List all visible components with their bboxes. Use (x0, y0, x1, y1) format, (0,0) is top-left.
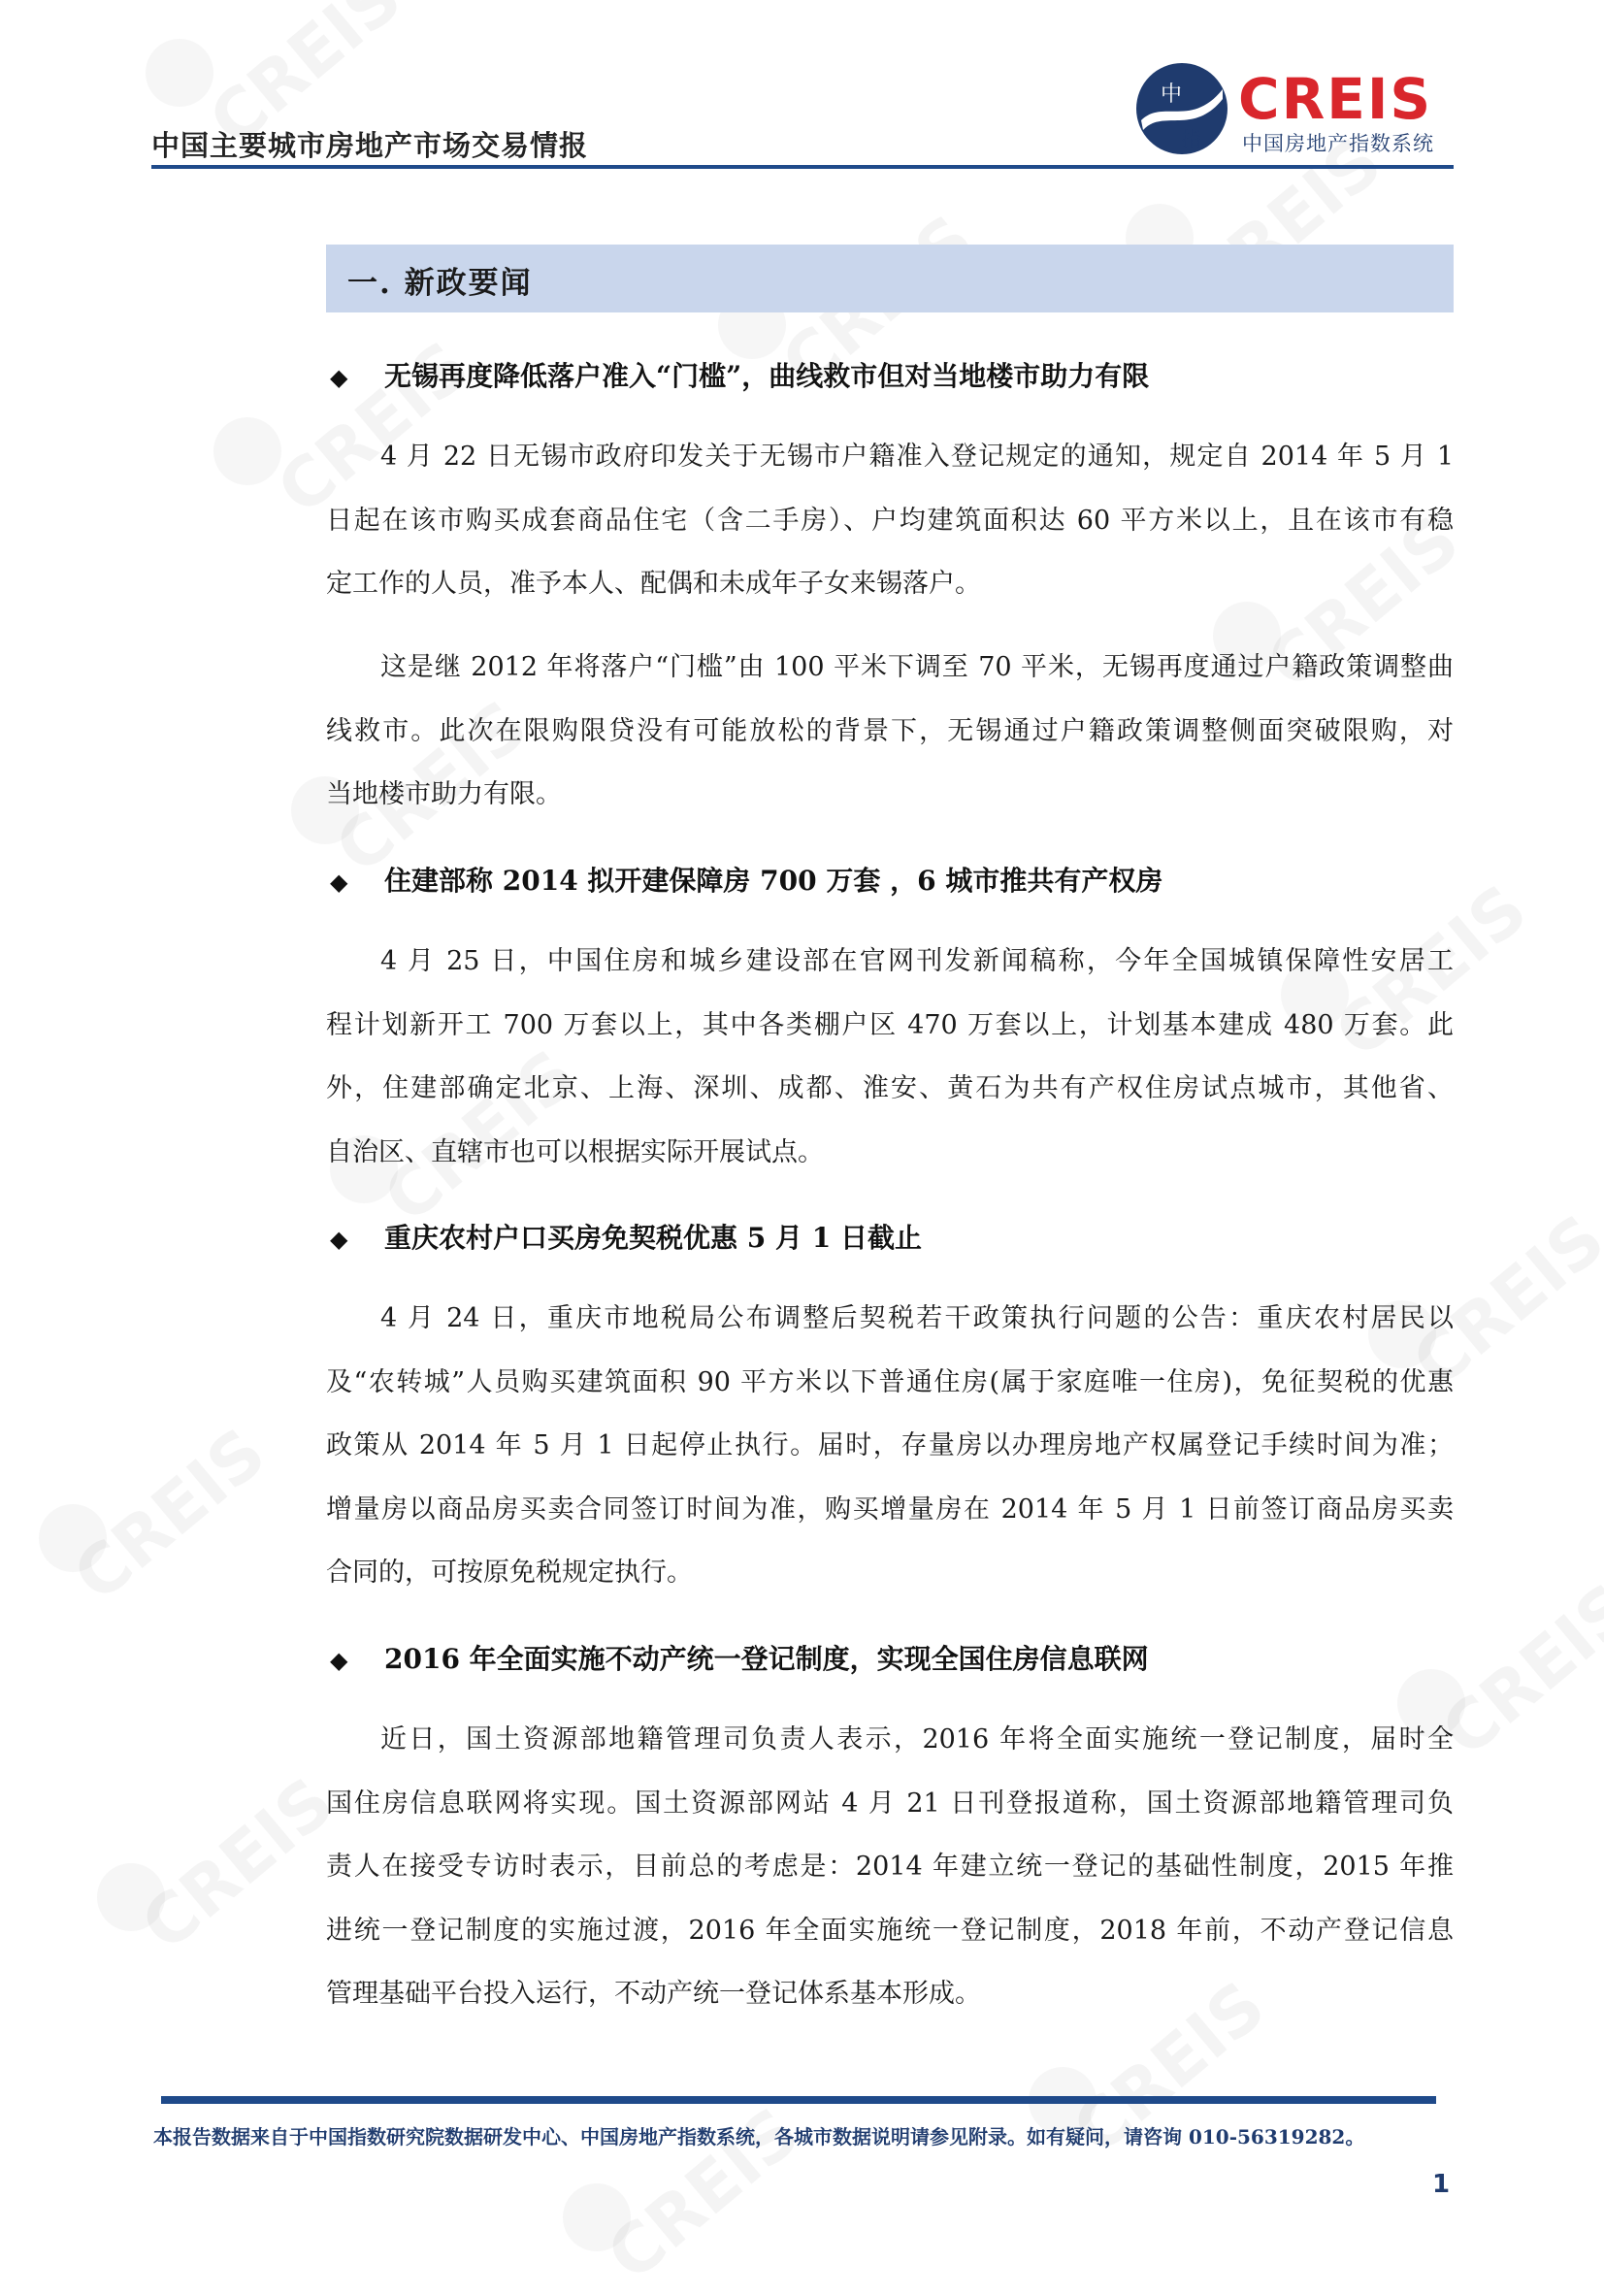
news-paragraph (326, 930, 1454, 1184)
paragraph-line: 进统一登记制度的实施过渡，2016 年全面实施统一登记制度，2018 年前，不动产登记信息 (326, 1915, 1454, 1946)
logo-char-top: 中 (1161, 82, 1183, 107)
paragraph-line: 国住房信息联网将实现。国土资源部网站 4 月 21 日刊登报道称，国土资源部地籍管理司负 (326, 1788, 1454, 1819)
page-number: 1 (1432, 2170, 1451, 2199)
logo-wordmark: CREIS (1238, 66, 1433, 132)
news-paragraph (326, 425, 1454, 616)
paragraph-line: 管理基础平台投入运行，不动产统一登记体系基本形成。 (326, 1979, 981, 2009)
report-title: 中国主要城市房地产市场交易情报 (151, 129, 589, 162)
section-title: 一. 新政要闻 (347, 266, 533, 301)
news-item-heading-text: 重庆农村户口买房免契税优惠 5 月 1 日截止 (384, 1222, 922, 1254)
watermark-logo (58, 1413, 280, 1617)
news-item-heading-text: 住建部称 2014 拟开建保障房 700 万套 ，6 城市推共有产权房 (384, 865, 1163, 897)
paragraph-line: 4 月 24 日，重庆市地税局公布调整后契税若干政策执行问题的公告：重庆农村居民以 (380, 1303, 1454, 1333)
paragraph-line: 4 月 25 日，中国住房和城乡建设部在官网刊发新闻稿称，今年全国城镇保障性安居工 (380, 946, 1454, 976)
paragraph-line: 及“农转城”人员购买建筑面积 90 平方米以下普通住房(属于家庭唯一住房)，免征契税的优惠 (326, 1366, 1454, 1397)
section-heading-bar (326, 245, 1454, 312)
news-item-heading (330, 1217, 922, 1256)
news-paragraph (326, 1287, 1454, 1605)
paragraph-line: 近日，国土资源部地籍管理司负责人表示，2016 年将全面实施统一登记制度，届时全 (380, 1724, 1454, 1755)
news-item-heading (330, 355, 1149, 394)
paragraph-line: 增量房以商品房买卖合同签订时间为准，购买增量房在 2014 年 5 月 1 日前签订商品房买卖 (326, 1493, 1454, 1525)
footer-divider (161, 2096, 1436, 2104)
logo-char-bottom: 指 (1182, 127, 1201, 150)
paragraph-line: 线救市。此次在限购限贷没有可能放松的背景下，无锡通过户籍政策调整侧面突破限购，对 (326, 715, 1454, 746)
footer-source-note: 本报告数据来自于中国指数研究院数据研发中心、中国房地产指数系统，各城市数据说明请参见附录。如有疑问，请咨询 010-56319282。 (153, 2125, 1365, 2148)
news-paragraph (326, 1708, 1454, 2026)
paragraph-line: 政策从 2014 年 5 月 1 日起停止执行。届时，存量房以办理房地产权属登记手续时间为准； (326, 1430, 1454, 1460)
diamond-bullet-icon: ◆ (330, 868, 348, 896)
paragraph-line: 责人在接受专访时表示，目前总的考虑是：2014 年建立统一登记的基础性制度，2015 年推 (326, 1852, 1454, 1882)
paragraph-line: 当地楼市助力有限。 (326, 779, 562, 809)
paragraph-line: 定工作的人员，准予本人、配偶和未成年子女来锡落户。 (326, 569, 981, 599)
news-item-heading-text: 无锡再度降低落户准入“门槛”，曲线救市但对当地楼市助力有限 (384, 360, 1150, 392)
news-item-heading-text: 2016 年全面实施不动产统一登记制度，实现全国住房信息联网 (384, 1643, 1149, 1675)
news-paragraph (326, 636, 1454, 827)
paragraph-line: 合同的，可按原免税规定执行。 (326, 1558, 693, 1588)
header-divider (151, 165, 1454, 169)
creis-logo-emblem-icon (1133, 60, 1230, 157)
news-item-heading (330, 860, 1162, 899)
paragraph-line: 自治区、直辖市也可以根据实际开展试点。 (326, 1136, 824, 1167)
paragraph-line: 外，住建部确定北京、上海、深圳、成都、淮安、黄石为共有产权住房试点城市，其他省、 (326, 1073, 1454, 1103)
diamond-bullet-icon: ◆ (330, 1646, 348, 1674)
diamond-bullet-icon: ◆ (330, 1225, 348, 1253)
watermark-logo (126, 1762, 348, 1966)
diamond-bullet-icon: ◆ (330, 363, 348, 391)
paragraph-line: 这是继 2012 年将落户“门槛”由 100 平米下调至 70 平米，无锡再度通过户籍政策调整曲 (380, 652, 1454, 682)
creis-logo (1133, 60, 1463, 165)
paragraph-line: 4 月 22 日无锡市政府印发关于无锡市户籍准入登记规定的通知，规定自 2014 年 5 月 1 (380, 442, 1454, 472)
paragraph-line: 日起在该市购买成套商品住宅（含二手房）、户均建筑面积达 60 平方米以上，且在该市有稳 (326, 505, 1454, 536)
news-item-heading (330, 1638, 1149, 1677)
logo-subtitle: 中国房地产指数系统 (1242, 132, 1434, 155)
paragraph-line: 程计划新开工 700 万套以上，其中各类棚户区 470 万套以上，计划基本建成 480 万套。此 (326, 1009, 1454, 1040)
